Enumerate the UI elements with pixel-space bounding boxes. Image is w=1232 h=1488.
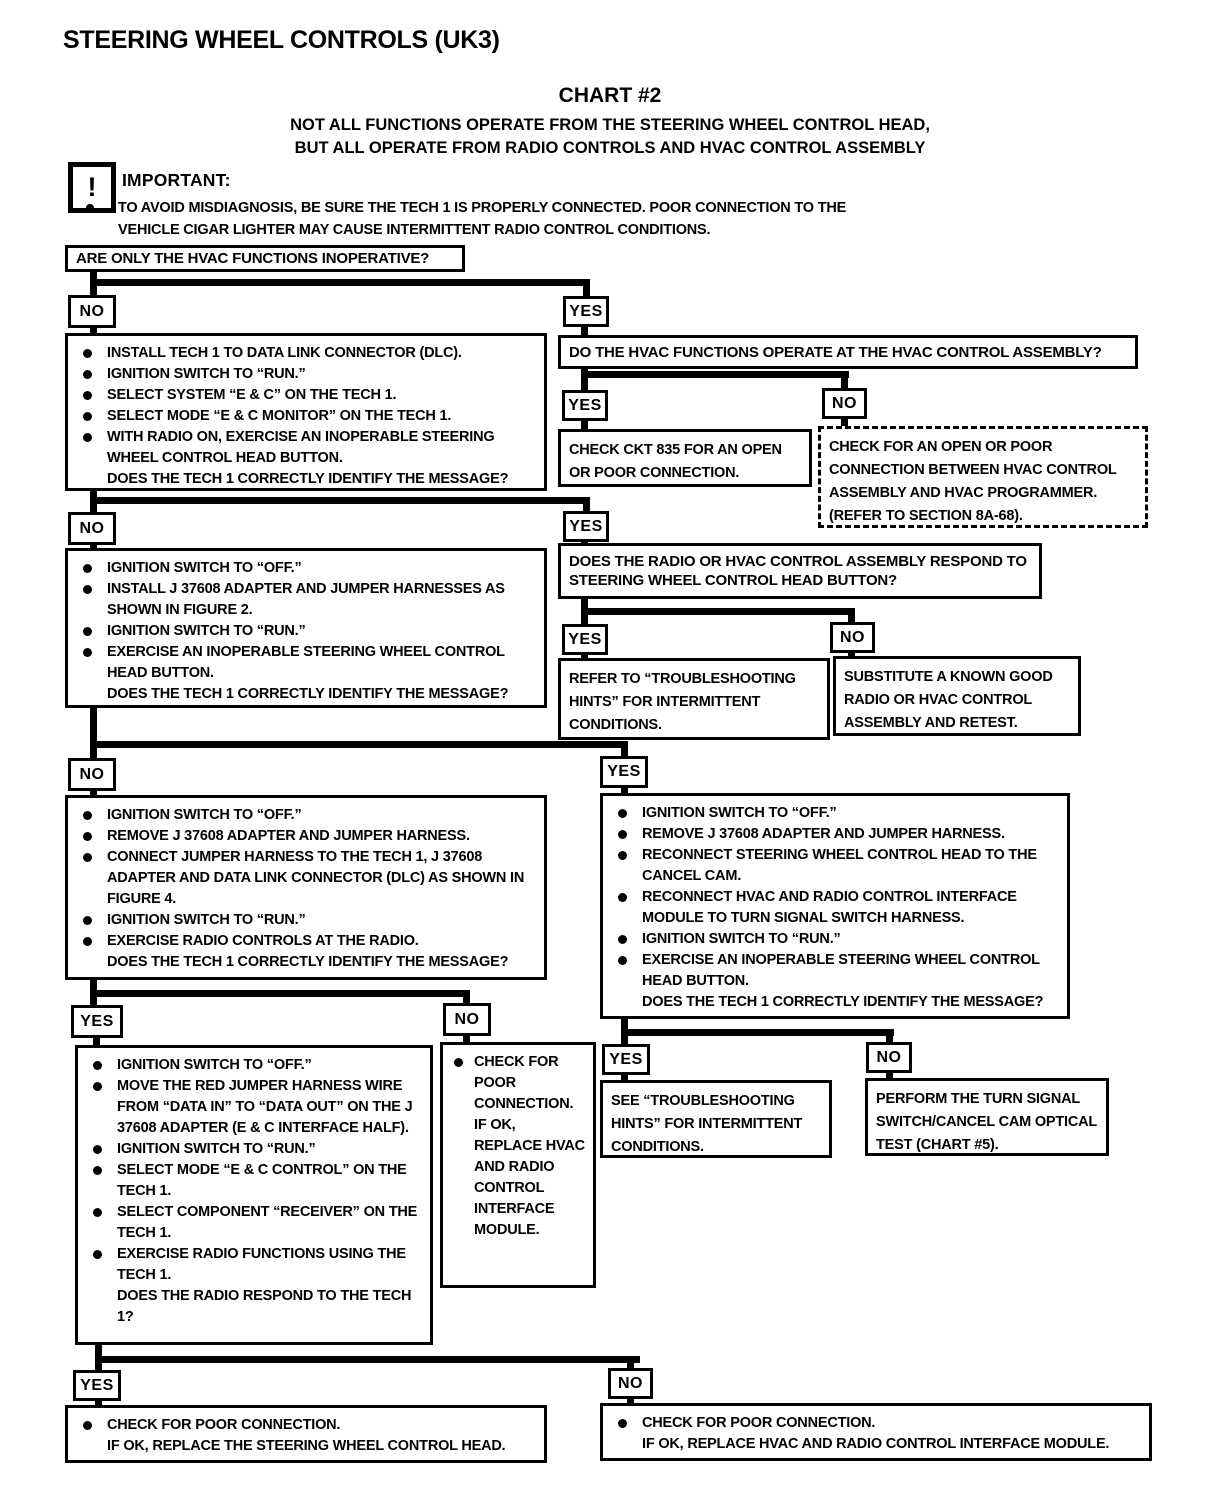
flow-node-replace-interface-module — [600, 1403, 1152, 1461]
connector-line — [581, 608, 855, 615]
no-tag: NO — [443, 1003, 491, 1036]
important-note-item — [78, 197, 878, 241]
step-text: INSTALL J 37608 ADAPTER AND JUMPER HARNESSES AS SHOWN IN FIGURE 2. — [107, 581, 505, 618]
bullet-icon — [83, 391, 92, 400]
step-text: IF OK, REPLACE THE STEERING WHEEL CONTROL HEAD. — [107, 1438, 506, 1454]
bullet-icon — [86, 204, 94, 212]
step-text: DOES THE TECH 1 CORRECTLY IDENTIFY THE MESSAGE? — [107, 471, 509, 487]
yes-tag: YES — [73, 1370, 121, 1401]
step-item — [70, 642, 538, 684]
bullet-icon — [83, 853, 92, 862]
no-tag: NO — [68, 512, 116, 545]
chart-number: CHART #2 — [558, 84, 662, 107]
bullet-icon — [93, 1250, 102, 1259]
node-text: SUBSTITUTE A KNOWN GOOD RADIO OR HVAC CONTROL ASSEMBLY AND RETEST. — [844, 669, 1053, 731]
step-question — [70, 952, 538, 973]
step-text: DOES THE TECH 1 CORRECTLY IDENTIFY THE MESSAGE? — [107, 686, 509, 702]
bullet-icon — [83, 412, 92, 421]
node-text: REFER TO “TROUBLESHOOTING HINTS” FOR INTERMITTENT CONDITIONS. — [569, 671, 796, 733]
step-text: CONNECT JUMPER HARNESS TO THE TECH 1, J 37608 ADAPTER AND DATA LINK CONNECTOR (DLC) AS SHOWN IN FIGURE 4. — [107, 849, 525, 907]
step-text: EXERCISE RADIO FUNCTIONS USING THE TECH 1. — [117, 1246, 406, 1283]
chart-header — [0, 84, 1220, 160]
bullet-icon — [93, 1061, 102, 1070]
step-item — [70, 427, 538, 469]
step-text: WITH RADIO ON, EXERCISE AN INOPERABLE STEERING WHEEL CONTROL HEAD BUTTON. — [107, 429, 495, 466]
flow-question-hvac-assembly — [558, 335, 1138, 369]
step-text: INSTALL TECH 1 TO DATA LINK CONNECTOR (DLC). — [107, 345, 462, 361]
step-question — [70, 469, 538, 490]
bullet-icon — [83, 433, 92, 442]
step-item — [605, 803, 1061, 824]
step-item — [70, 805, 538, 826]
step-text: EXERCISE AN INOPERABLE STEERING WHEEL CONTROL HEAD BUTTON. — [107, 644, 505, 681]
connector-line — [621, 1029, 894, 1036]
yes-tag: YES — [562, 624, 608, 655]
step-text: EXERCISE RADIO CONTROLS AT THE RADIO. — [107, 933, 419, 949]
question-text: ARE ONLY THE HVAC FUNCTIONS INOPERATIVE? — [76, 250, 430, 267]
flow-steps-reconnect — [600, 793, 1070, 1019]
bullet-icon — [83, 832, 92, 841]
no-tag: NO — [608, 1368, 653, 1399]
flow-steps-figure2 — [65, 548, 547, 708]
step-text: IGNITION SWITCH TO “OFF.” — [107, 807, 302, 823]
bullet-icon — [618, 935, 627, 944]
step-question — [70, 684, 538, 705]
yes-tag: YES — [600, 756, 648, 788]
step-item — [70, 385, 538, 406]
node-text: CHECK FOR AN OPEN OR POOR CONNECTION BETWEEN HVAC CONTROL ASSEMBLY AND HVAC PROGRAMMER. (REFER TO SECTION 8A-68). — [829, 439, 1117, 524]
step-question — [605, 992, 1061, 1013]
step-text: IGNITION SWITCH TO “RUN.” — [107, 366, 306, 382]
flow-question-hvac-only — [65, 245, 465, 272]
step-text: REMOVE J 37608 ADAPTER AND JUMPER HARNESS. — [642, 826, 1005, 842]
connector-line — [583, 286, 590, 296]
node-text: CHECK CKT 835 FOR AN OPEN OR POOR CONNECTION. — [569, 442, 782, 481]
no-tag: NO — [68, 758, 116, 791]
chart-subtitle-1: NOT ALL FUNCTIONS OPERATE FROM THE STEERING WHEEL CONTROL HEAD, — [290, 116, 930, 134]
yes-tag: YES — [562, 390, 608, 421]
step-item — [605, 929, 1061, 950]
bullet-icon — [83, 648, 92, 657]
yes-tag: YES — [602, 1044, 650, 1075]
step-text: IGNITION SWITCH TO “RUN.” — [117, 1141, 316, 1157]
connector-line — [90, 741, 628, 748]
connector-line — [90, 990, 470, 997]
step-item — [80, 1055, 424, 1076]
bullet-icon — [83, 1421, 92, 1430]
bullet-icon — [618, 830, 627, 839]
connector-line — [90, 279, 590, 286]
yes-tag: YES — [563, 296, 609, 327]
connector-line — [95, 1356, 640, 1363]
bullet-icon — [83, 627, 92, 636]
important-note — [78, 197, 878, 241]
bullet-icon — [83, 349, 92, 358]
question-text: DO THE HVAC FUNCTIONS OPERATE AT THE HVAC CONTROL ASSEMBLY? — [569, 343, 1102, 361]
step-item — [605, 824, 1061, 845]
step-item — [70, 826, 538, 847]
node-text: SEE “TROUBLESHOOTING HINTS” FOR INTERMITTENT CONDITIONS. — [611, 1093, 803, 1155]
no-tag: NO — [830, 622, 875, 653]
flow-node-substitute-retest — [833, 656, 1081, 736]
step-text: SELECT MODE “E & C MONITOR” ON THE TECH 1. — [107, 408, 452, 424]
step-item — [605, 950, 1061, 992]
step-text: RECONNECT STEERING WHEEL CONTROL HEAD TO THE CANCEL CAM. — [642, 847, 1037, 884]
bullet-icon — [83, 937, 92, 946]
step-text: DOES THE TECH 1 CORRECTLY IDENTIFY THE MESSAGE? — [107, 954, 509, 970]
step-item — [70, 621, 538, 642]
step-text: EXERCISE AN INOPERABLE STEERING WHEEL CONTROL HEAD BUTTON. — [642, 952, 1040, 989]
step-text: IGNITION SWITCH TO “OFF.” — [642, 805, 837, 821]
bullet-icon — [83, 916, 92, 925]
flow-steps-receiver — [75, 1045, 433, 1345]
bullet-icon — [83, 585, 92, 594]
yes-tag: YES — [71, 1005, 123, 1038]
step-text: DOES THE RADIO RESPOND TO THE TECH 1? — [117, 1288, 412, 1325]
step-item — [70, 847, 538, 910]
step-text: RECONNECT HVAC AND RADIO CONTROL INTERFACE MODULE TO TURN SIGNAL SWITCH HARNESS. — [642, 889, 1017, 926]
connector-line — [581, 371, 849, 378]
bullet-icon — [618, 956, 627, 965]
bullet-icon — [83, 370, 92, 379]
page-title: STEERING WHEEL CONTROLS (UK3) — [63, 26, 500, 54]
step-item — [70, 931, 538, 952]
step-text: CHECK FOR POOR CONNECTION. IF OK, REPLACE HVAC AND RADIO CONTROL INTERFACE MODULE. — [474, 1054, 585, 1238]
yes-tag: YES — [563, 511, 609, 542]
step-item — [80, 1139, 424, 1160]
step-item — [605, 1413, 1143, 1434]
step-item — [70, 406, 538, 427]
step-item — [70, 579, 538, 621]
flow-node-check-replace-module-column — [440, 1042, 596, 1288]
bullet-icon — [618, 851, 627, 860]
step-text: SELECT SYSTEM “E & C” ON THE TECH 1. — [107, 387, 397, 403]
step-text: SELECT COMPONENT “RECEIVER” ON THE TECH 1. — [117, 1204, 418, 1241]
step-item — [80, 1244, 424, 1286]
step-item — [605, 845, 1061, 887]
important-note-text: TO AVOID MISDIAGNOSIS, BE SURE THE TECH 1 IS PROPERLY CONNECTED. POOR CONNECTION TO THE VEHICLE CIGAR LIGHTER MAY CAUSE INTERMITTENT RADIO CONTROL CONDITIONS. — [118, 200, 847, 238]
connector-line — [90, 497, 590, 504]
flow-question-radio-hvac-respond — [558, 543, 1042, 599]
bullet-icon — [83, 564, 92, 573]
step-text: DOES THE TECH 1 CORRECTLY IDENTIFY THE MESSAGE? — [642, 994, 1044, 1010]
step-item — [70, 910, 538, 931]
step-text: MOVE THE RED JUMPER HARNESS WIRE FROM “DATA IN” TO “DATA OUT” ON THE J 37608 ADAPTER (E & C INTERFACE HALF). — [117, 1078, 413, 1136]
step-item — [70, 558, 538, 579]
step-text: IGNITION SWITCH TO “RUN.” — [642, 931, 841, 947]
flow-steps-figure4 — [65, 795, 547, 980]
bullet-icon — [93, 1082, 102, 1091]
step-text: IGNITION SWITCH TO “OFF.” — [117, 1057, 312, 1073]
step-item — [605, 1434, 1143, 1455]
flow-node-refer-hints — [558, 658, 830, 740]
step-text: IGNITION SWITCH TO “OFF.” — [107, 560, 302, 576]
no-tag: NO — [68, 295, 116, 328]
flow-node-optical-test — [865, 1078, 1109, 1156]
flow-node-check-ckt835 — [558, 429, 812, 487]
step-text: CHECK FOR POOR CONNECTION. — [642, 1415, 876, 1431]
bullet-icon — [93, 1166, 102, 1175]
step-text: REMOVE J 37608 ADAPTER AND JUMPER HARNESS. — [107, 828, 470, 844]
connector-line — [90, 708, 97, 758]
step-text: IGNITION SWITCH TO “RUN.” — [107, 623, 306, 639]
step-text: IF OK, REPLACE HVAC AND RADIO CONTROL INTERFACE MODULE. — [642, 1436, 1110, 1452]
exclamation-glyph: ! — [87, 172, 97, 202]
bullet-icon — [618, 893, 627, 902]
bullet-icon — [618, 809, 627, 818]
step-item — [80, 1160, 424, 1202]
no-tag: NO — [822, 388, 867, 419]
chart-subtitle-2: BUT ALL OPERATE FROM RADIO CONTROLS AND HVAC CONTROL ASSEMBLY — [294, 139, 926, 157]
step-item — [445, 1052, 587, 1241]
step-text: IGNITION SWITCH TO “RUN.” — [107, 912, 306, 928]
flow-node-see-hints — [600, 1080, 832, 1158]
bullet-icon — [93, 1208, 102, 1217]
step-item — [70, 343, 538, 364]
bullet-icon — [618, 1419, 627, 1428]
bullet-icon — [93, 1145, 102, 1154]
important-label: IMPORTANT: — [122, 170, 231, 190]
bullet-icon — [83, 811, 92, 820]
question-text: DOES THE RADIO OR HVAC CONTROL ASSEMBLY RESPOND TO STEERING WHEEL CONTROL HEAD BUTTON? — [569, 553, 1027, 589]
step-item — [605, 887, 1061, 929]
node-text: PERFORM THE TURN SIGNAL SWITCH/CANCEL CAM OPTICAL TEST (CHART #5). — [876, 1091, 1097, 1153]
bullet-icon — [454, 1058, 463, 1067]
flow-steps-tech1-monitor — [65, 333, 547, 491]
step-item — [70, 1436, 538, 1457]
step-item — [80, 1202, 424, 1244]
step-item — [70, 364, 538, 385]
no-tag: NO — [866, 1042, 912, 1073]
flow-node-replace-control-head — [65, 1405, 547, 1463]
step-item — [80, 1076, 424, 1139]
step-item — [70, 1415, 538, 1436]
flow-node-hvac-programmer — [818, 426, 1148, 528]
step-text: SELECT MODE “E & C CONTROL” ON THE TECH 1. — [117, 1162, 407, 1199]
step-text: CHECK FOR POOR CONNECTION. — [107, 1417, 341, 1433]
step-question — [80, 1286, 424, 1328]
